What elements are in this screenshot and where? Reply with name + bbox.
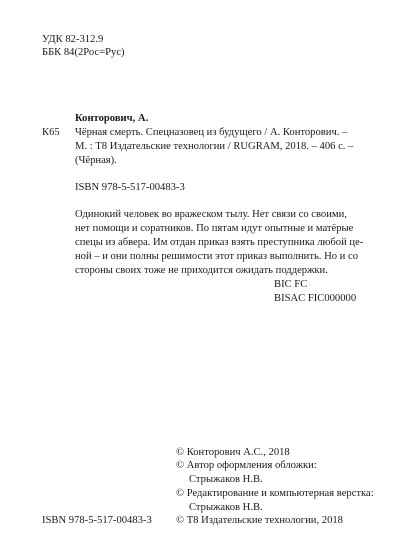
credit-line: Стрыжаков Н.В. <box>189 474 263 485</box>
udk-code: УДК 82-312.9 <box>42 34 104 45</box>
annotation-line: спецы из абвера. Им отдан приказ взять преступника любой це- <box>75 237 364 248</box>
credit-line: Стрыжаков Н.В. <box>189 502 263 513</box>
author-name: Конторович, А. <box>75 113 149 124</box>
credit-line: © Автор оформления обложки: <box>176 460 317 471</box>
record-line-3: (Чёрная). <box>75 155 117 166</box>
credit-line: © Конторович А.С., 2018 <box>176 447 290 458</box>
author-mark: К65 <box>42 127 60 138</box>
record-line-2: М. : Т8 Издательские технологии / RUGRAM, 2018. – 406 с. – <box>75 141 354 152</box>
bic-code: BIC FC <box>274 279 308 290</box>
annotation-line: ной – и они полны решимости этот приказ выполнить. Но и со <box>75 251 358 262</box>
record-isbn: ISBN 978-5-517-00483-3 <box>75 182 185 193</box>
annotation-line: нет помощи и соратников. По пятам идут опытные и матёрые <box>75 223 354 234</box>
credit-line: © Редактирование и компьютерная верстка: <box>176 488 374 499</box>
annotation-line: Одинокий человек во вражеском тылу. Нет связи со своими, <box>75 209 347 220</box>
bbk-code: ББК 84(2Рос=Рус) <box>42 47 125 58</box>
record-line-1: Чёрная смерть. Спецназовец из будущего / А. Конторович. – <box>75 127 348 138</box>
annotation-line: стороны своих тоже не приходится ожидать поддержки. <box>75 265 328 276</box>
bisac-code: BISAC FIC000000 <box>274 293 357 304</box>
credit-line: © Т8 Издательские технологии, 2018 <box>176 515 343 526</box>
footer-isbn: ISBN 978-5-517-00483-3 <box>42 515 152 526</box>
